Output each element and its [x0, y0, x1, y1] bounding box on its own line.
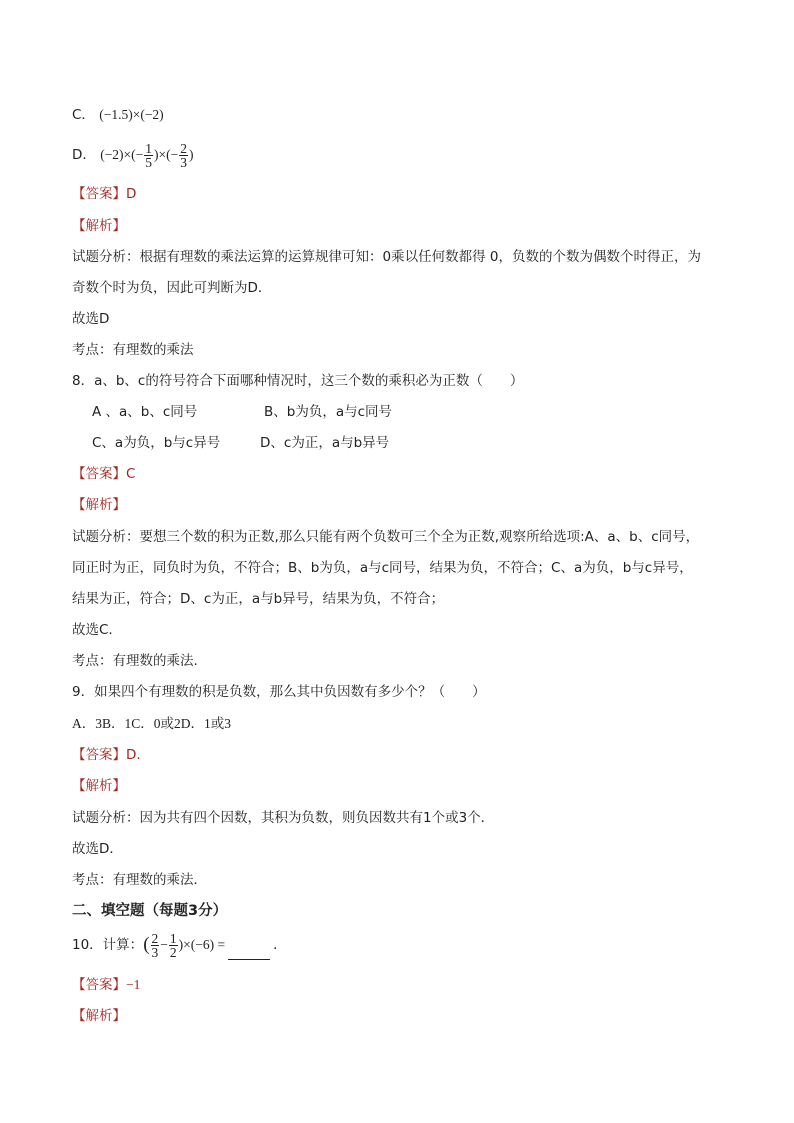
q9-analysis-line: 试题分析：因为共有四个因数，其积为负数，则负因数共有1个或3个． — [72, 810, 495, 826]
q8-stem: 8．a、b、c的符号符合下面哪种情况时，这三个数的乘积必为正数（ ） — [72, 373, 524, 389]
q8-option-c: C、a为负，b与c异号 — [92, 435, 221, 451]
math-expression-part: (−2)×(− — [100, 147, 144, 162]
q9-analysis-tag: 【解析】 — [72, 778, 126, 794]
answer-value: −1 — [126, 977, 141, 992]
numerator: 2 — [151, 930, 159, 946]
denominator: 5 — [145, 154, 153, 170]
q7-conclusion: 故选D — [72, 311, 110, 327]
q7-answer — [72, 185, 136, 203]
numerator: 1 — [169, 930, 177, 946]
q10-answer — [72, 976, 140, 994]
q9-stem: 9．如果四个有理数的积是负数，那么其中负因数有多少个？（ ） — [72, 684, 486, 700]
stem-end: ． — [273, 937, 287, 953]
answer-value: D — [126, 186, 137, 202]
math-expression-part: )×(− — [154, 147, 179, 162]
q7-topic: 考点：有理数的乘法 — [72, 342, 194, 358]
q9-answer — [72, 746, 141, 764]
fraction — [169, 932, 178, 959]
q10-stem — [72, 930, 287, 960]
q8-options-row-1 — [92, 403, 393, 421]
q8-answer — [72, 465, 135, 483]
denominator: 3 — [151, 944, 159, 960]
q7-analysis-line: 奇数个时为负，因此可判断为D． — [72, 280, 272, 296]
q8-conclusion: 故选C. — [72, 622, 113, 638]
q8-analysis-line: 结果为正，符合；D、c为正，a与b异号，结果为负，不符合； — [72, 591, 445, 607]
q9-options: A．3B．1C．0或2D．1或3 — [72, 716, 232, 731]
q8-option-d: D、c为正，a与b异号 — [260, 435, 390, 451]
denominator: 3 — [180, 154, 187, 170]
answer-tag: 【答案】 — [72, 747, 126, 763]
fraction — [151, 932, 160, 959]
q8-topic: 考点：有理数的乘法. — [72, 653, 198, 669]
q10-analysis-tag: 【解析】 — [72, 1008, 126, 1024]
section-heading: 二、填空题（每题3分） — [72, 903, 228, 919]
option-label: C． — [72, 107, 95, 123]
q8-analysis-tag: 【解析】 — [72, 497, 126, 513]
answer-value: C — [126, 466, 136, 482]
denominator: 2 — [169, 944, 177, 960]
numerator: 1 — [145, 140, 153, 156]
q7-option-c — [72, 106, 164, 124]
numerator: 2 — [180, 140, 187, 156]
answer-tag: 【答案】 — [72, 466, 126, 482]
fraction — [144, 142, 153, 169]
q8-option-b: B、b为负，a与c同号 — [264, 404, 393, 420]
q8-option-a: A 、a、b、c同号 — [92, 404, 198, 420]
q8-analysis-line: 试题分析：要想三个数的积为正数,那么只能有两个负数可三个全为正数,观察所给选项:A、a、b、c同号， — [72, 529, 700, 545]
q8-options-row-2 — [92, 434, 390, 452]
option-label: D． — [72, 147, 96, 163]
q7-analysis-line: 试题分析：根据有理数的乘法运算的运算规律可知：0乘以任何数都得 0，负数的个数为偶数个时得正，为 — [72, 249, 701, 265]
q9-conclusion: 故选D． — [72, 841, 123, 857]
answer-value: D. — [126, 747, 141, 763]
q8-analysis-line: 同正时为正，同负时为负，不符合；B、b为负，a与c同号，结果为负，不符合；C、a为负，b与c异号， — [72, 560, 693, 576]
answer-tag: 【答案】 — [72, 977, 126, 993]
math-expression-part: ) — [189, 147, 194, 162]
answer-blank — [228, 945, 270, 960]
left-paren: ( — [143, 934, 150, 955]
math-expression: (−1.5)×(−2) — [99, 107, 164, 122]
question-prefix: 10．计算： — [72, 937, 144, 953]
q7-analysis-tag: 【解析】 — [72, 218, 126, 234]
answer-tag: 【答案】 — [72, 186, 126, 202]
fraction — [179, 142, 188, 169]
q7-option-d — [72, 140, 194, 170]
math-expression-part: )×(−6) = — [178, 937, 226, 952]
q9-topic: 考点：有理数的乘法． — [72, 872, 207, 888]
minus-sign: − — [160, 937, 168, 952]
